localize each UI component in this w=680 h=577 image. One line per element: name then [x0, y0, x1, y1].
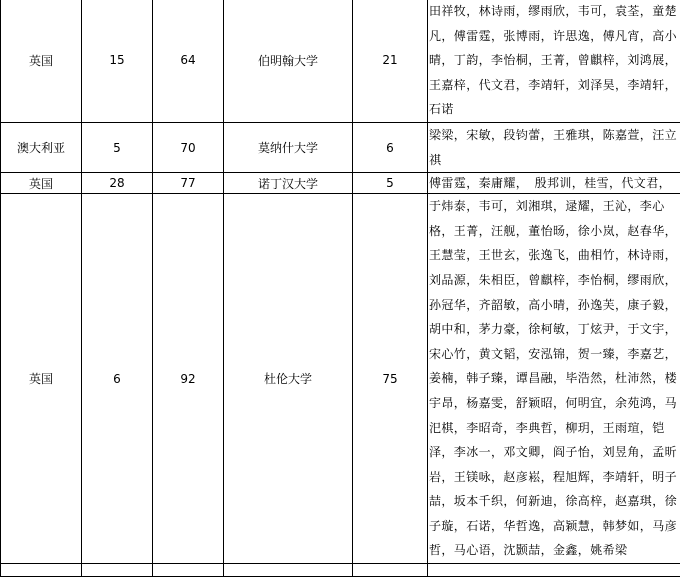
- empty-cell: [1, 564, 82, 577]
- university-cell: 诺丁汉大学: [224, 173, 353, 194]
- number-cell: 77: [153, 173, 224, 194]
- number-cell: 6: [82, 194, 153, 564]
- university-cell: 伯明翰大学: [224, 0, 353, 122]
- country-cell: 英国: [1, 173, 82, 194]
- number-cell: 5: [82, 122, 153, 172]
- empty-cell: [353, 564, 428, 577]
- empty-cell: [82, 564, 153, 577]
- empty-cell: [153, 564, 224, 577]
- country-cell: 澳大利亚: [1, 122, 82, 172]
- university-cell: 莫纳什大学: [224, 122, 353, 172]
- count-cell: 5: [353, 173, 428, 194]
- number-cell: 64: [153, 0, 224, 122]
- country-cell: 英国: [1, 194, 82, 564]
- university-cell: 杜伦大学: [224, 194, 353, 564]
- table-row: [1, 0, 680, 122]
- count-cell: 21: [353, 0, 428, 122]
- empty-cell: [428, 564, 680, 577]
- names-cell: 傅雷霆，秦庸耀， 殷邦训，桂雪，代文君，: [428, 173, 680, 194]
- number-cell: 92: [153, 194, 224, 564]
- number-cell: 15: [82, 0, 153, 122]
- country-cell: 英国: [1, 0, 82, 122]
- count-cell: 75: [353, 194, 428, 564]
- empty-cell: [224, 564, 353, 577]
- count-cell: 6: [353, 122, 428, 172]
- table-row: [1, 122, 680, 172]
- names-cell: 于炜泰，韦可，刘湘琪，逯耀，王沁，李心格，王菁，汪舰，董怡旸，徐小岚，赵春华，王慧莹，王世玄，张逸飞，曲相竹，林诗雨，刘品源，朱相臣，曾麒梓，李怡桐，缪雨欣，孙冠华，齐韶敏，高小晴，孙逸芙，康子毅，胡中和，茅力豪，徐柯敏，丁炫尹，于文宇，宋心竹，黄文韬，安泓锦，贺一臻，李嘉艺，姜楠，韩子臻，谭昌融，毕浩然，杜沛然，楼宇昂，杨嘉雯，舒颖昭，何明宜，余苑鸿，马汜棋，李昭奇，李典哲，柳玥，王雨瑄，铠泽，李冰一，邓文卿，阎子怡，刘昱角，孟昕岩，王镁咏，赵彦崧，程旭辉，李靖轩，明子喆，坂本千织，何新迪，徐高梓，赵嘉琪，徐子璇，石诺，华哲逸，高颖慧，韩梦如，马彦哲，马心语，沈颢喆，金鑫，姚希梁: [428, 194, 680, 564]
- number-cell: 28: [82, 173, 153, 194]
- names-cell: 田祥牧，林诗雨，缪雨欣，韦可，袁荃，童楚凡，傅雷霆，张博雨，许思逸，傅凡宵，高小晴，丁韵，李怡桐，王菁，曾麒梓，刘鸿展，王嘉梓，代文君，李靖轩，刘泽昊，李靖轩，石诺: [428, 0, 680, 122]
- names-cell: 梁梁，宋敏，段钧蕾，王雅琪，陈嘉萱，汪立祺: [428, 122, 680, 172]
- table-row: [1, 173, 680, 194]
- table-row: [1, 564, 680, 577]
- number-cell: 70: [153, 122, 224, 172]
- table-row: [1, 194, 680, 564]
